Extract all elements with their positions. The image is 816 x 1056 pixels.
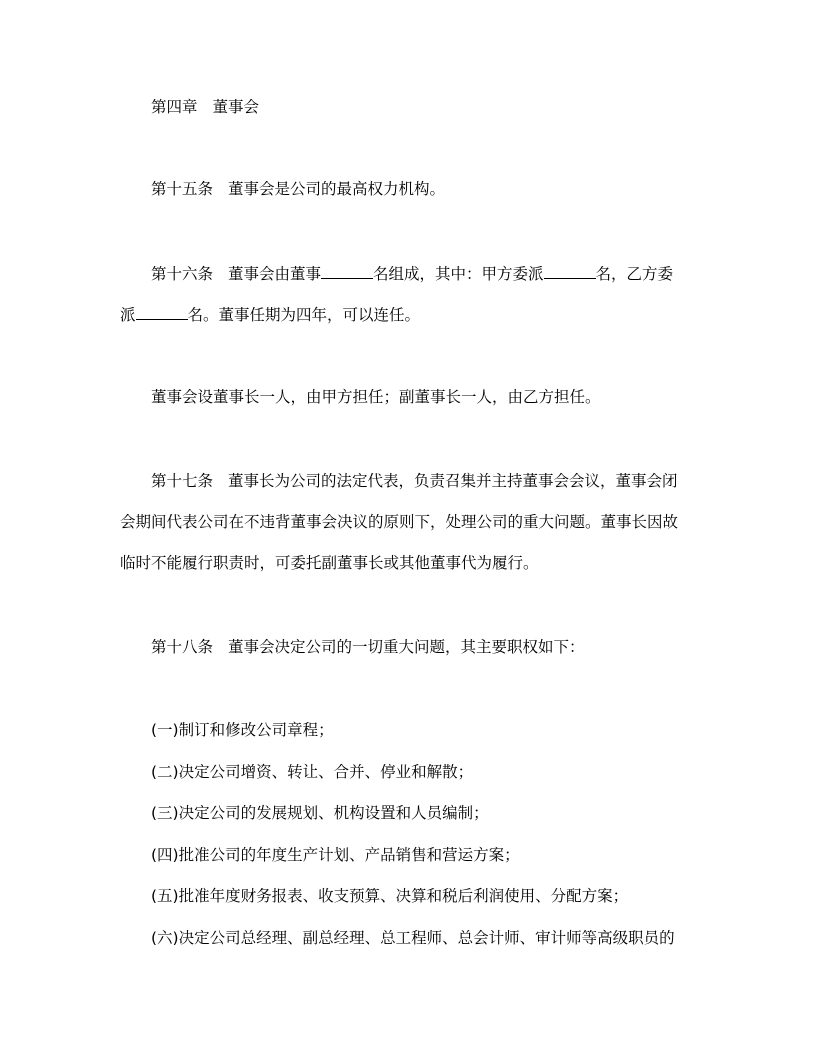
blank-line [136,305,188,320]
article-17-text-2: 会期间代表公司在不违背董事会决议的原则下，处理公司的重大问题。董事长因故 [120,513,679,531]
list-item: (三)决定公司的发展规划、机构设置和人员编制； [151,804,489,822]
article-18 [151,637,741,657]
article-18-text: 董事会决定公司的一切重大问题，其主要职权如下： [228,638,585,656]
article-16-paragraph-2 [151,387,741,407]
article-18-label: 第十八条 [151,638,214,656]
article-16-label: 第十六条 [151,265,214,283]
blank-line [321,264,373,279]
list-item: (五)批准年度财务报表、收支预算、决算和税后利润使用、分配方案； [151,887,629,905]
article-15-text: 董事会是公司的最高权力机构。 [228,180,446,198]
article-17-text-1: 董事长为公司的法定代表，负责召集并主持董事会会议，董事会闭 [228,472,678,490]
article-16-text-e: 名。董事任期为四年，可以连任。 [187,306,421,324]
list-item: (二)决定公司增资、转让、合并、停业和解散； [151,763,474,781]
list-item: (六)决定公司总经理、副总经理、总工程师、总会计师、审计师等高级职员的 [151,929,675,947]
article-17-label: 第十七条 [151,472,214,490]
article-16-line-1 [151,264,741,284]
article-16-text-b: 名组成，其中：甲方委派 [373,265,544,283]
article-17-line-2 [120,512,710,532]
article-16-line-2 [120,305,710,325]
list-item: (四)批准公司的年度生产计划、产品销售和营运方案； [151,846,520,864]
chapter-number: 第四章 [151,98,198,116]
article-16-text-a: 董事会由董事 [228,265,322,283]
chapter-heading [151,97,741,117]
article-15-label: 第十五条 [151,180,214,198]
list-item: (一)制订和修改公司章程； [151,721,334,739]
article-16-chair-text: 董事会设董事长一人，由甲方担任；副董事长一人，由乙方担任。 [151,388,601,406]
article-17-line-3 [120,553,710,573]
article-17-text-3: 临时不能履行职责时，可委托副董事长或其他董事代为履行。 [120,554,539,572]
article-17-line-1 [151,471,741,491]
article-15 [151,179,741,199]
article-16-text-d: 派 [120,306,136,324]
blank-line [544,264,596,279]
article-16-text-c: 名，乙方委 [595,265,674,283]
chapter-title: 董事会 [212,98,260,116]
